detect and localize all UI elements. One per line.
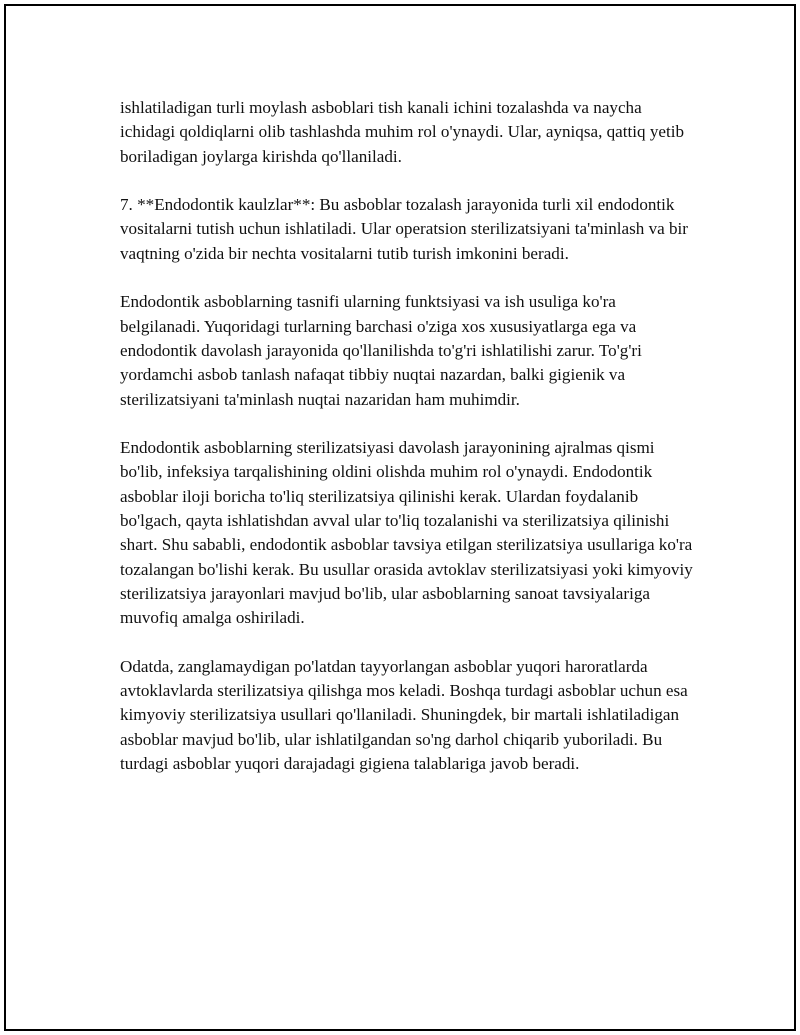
paragraph-moylash-asboblari: ishlatiladigan turli moylash asboblari tish kanali ichini tozalashda va naycha ichidagi qoldiqlarni olib tashlashda muhim rol o'ynaydi. Ular, ayniqsa, qattiq yetib boriladigan joylarga kirishda qo'llaniladi. <box>120 98 685 166</box>
document-page <box>4 4 796 1031</box>
paragraph-asboblar-tasnifi: Endodontik asboblarning tasnifi ularning funktsiyasi va ish usuliga ko'ra belgilanadi. Yuqoridagi turlarning barchasi o'ziga xos xususiyatlarga ega va endodontik davolash jarayonida qo'llanilishda to'g'ri ishlatilishi zarur. To'g'ri yordamchi asbob tanlash nafaqat tibbiy nuqtai nazardan, balki gigienik va sterilizatsiyani ta'minlash nuqtai nazaridan ham muhimdir. <box>120 292 642 409</box>
paragraph-endodontik-kaulzlar: 7. **Endodontik kaulzlar**: Bu asboblar tozalash jarayonida turli xil endodontik vositalarni tutish uchun ishlatiladi. Ular operatsion sterilizatsiyani ta'minlash va bir vaqtning o'zida bir nechta vositalarni tutib turish imkonini beradi. <box>120 195 688 263</box>
paragraph-sterilizatsiya: Endodontik asboblarning sterilizatsiyasi davolash jarayonining ajralmas qismi bo'lib, infeksiya tarqalishining oldini olishda muhim rol o'ynaydi. Endodontik asboblar iloji boricha to'liq sterilizatsiya qilinishi kerak. Ulardan foydalanib bo'lgach, qayta ishlatishdan avval ular to'liq tozalanishi va sterilizatsiya qilinishi shart. Shu sababli, endodontik asboblar tavsiya etilgan sterilizatsiya usullariga ko'ra tozalangan bo'lishi kerak. Bu usullar orasida avtoklav sterilizatsiyasi yoki kimyoviy sterilizatsiya jarayonlari mavjud bo'lib, ular asboblarning sanoat tavsiyalariga muvofiq amalga oshiriladi. <box>120 438 693 628</box>
document-body <box>120 96 695 801</box>
paragraph-zanglamaydigan-asboblar: Odatda, zanglamaydigan po'latdan tayyorlangan asboblar yuqori haroratlarda avtoklavlarda sterilizatsiya qilishga mos keladi. Boshqa turdagi asboblar uchun esa kimyoviy sterilizatsiya usullari qo'llaniladi. Shuningdek, bir martali ishlatiladigan asboblar mavjud bo'lib, ular ishlatilgandan so'ng darhol chiqarib yuboriladi. Bu turdagi asboblar yuqori darajadagi gigiena talablariga javob beradi. <box>120 656 688 774</box>
